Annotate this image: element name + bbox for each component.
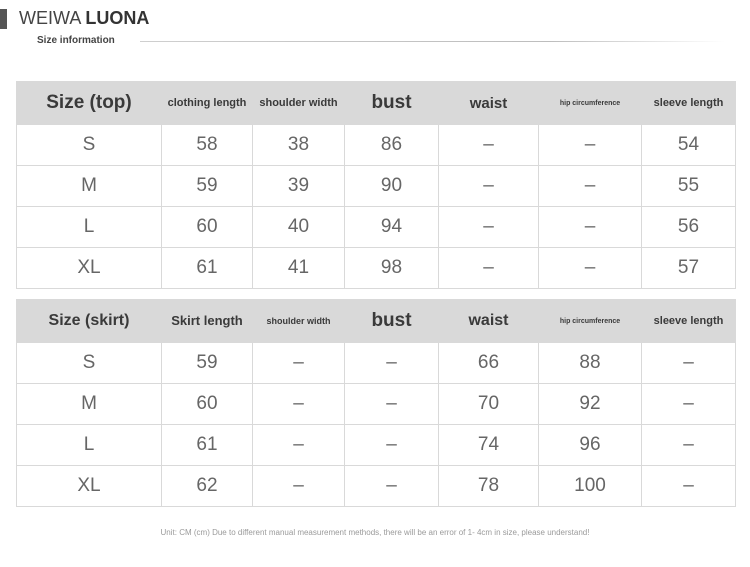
table-row	[17, 125, 736, 166]
cell-size: M	[17, 166, 162, 207]
header-hip: hip circumference	[539, 300, 642, 343]
cell-size: L	[17, 207, 162, 248]
cell-shoulder: –	[253, 425, 345, 466]
cell-shoulder: 40	[253, 207, 345, 248]
cell-waist: –	[439, 207, 539, 248]
table-header-row	[17, 300, 736, 343]
brand-light: WEIWA	[19, 8, 86, 28]
header-waist: waist	[439, 300, 539, 343]
cell-waist: –	[439, 166, 539, 207]
header-hip: hip circumference	[539, 82, 642, 125]
cell-shoulder: –	[253, 343, 345, 384]
cell-sleeve: 55	[642, 166, 736, 207]
table-row	[17, 425, 736, 466]
cell-bust: 86	[345, 125, 439, 166]
header-waist: waist	[439, 82, 539, 125]
measurement-note: Unit: CM (cm) Due to different manual measurement methods, there will be an error of 1- 4cm in size, please understand!	[160, 528, 590, 537]
cell-bust: 98	[345, 248, 439, 289]
cell-bust: 90	[345, 166, 439, 207]
cell-length: 59	[162, 343, 253, 384]
cell-sleeve: –	[642, 384, 736, 425]
cell-bust: –	[345, 343, 439, 384]
cell-shoulder: –	[253, 384, 345, 425]
table-row	[17, 248, 736, 289]
cell-shoulder: 38	[253, 125, 345, 166]
cell-hip: –	[539, 207, 642, 248]
cell-sleeve: 57	[642, 248, 736, 289]
table-row	[17, 207, 736, 248]
cell-bust: –	[345, 384, 439, 425]
brand-accent-bar	[0, 9, 7, 29]
header-sleeve-length: sleeve length	[642, 300, 736, 343]
section-subtitle: Size information	[37, 35, 115, 46]
header-bust: bust	[345, 82, 439, 125]
cell-hip: 88	[539, 343, 642, 384]
cell-hip: 96	[539, 425, 642, 466]
cell-bust: 94	[345, 207, 439, 248]
cell-hip: 92	[539, 384, 642, 425]
cell-length: 58	[162, 125, 253, 166]
cell-bust: –	[345, 425, 439, 466]
cell-hip: –	[539, 166, 642, 207]
cell-size: M	[17, 384, 162, 425]
table-row	[17, 384, 736, 425]
header-shoulder-width: shoulder width	[253, 300, 345, 343]
cell-sleeve: 56	[642, 207, 736, 248]
cell-size: XL	[17, 466, 162, 507]
cell-waist: –	[439, 125, 539, 166]
cell-bust: –	[345, 466, 439, 507]
cell-length: 61	[162, 425, 253, 466]
cell-length: 60	[162, 207, 253, 248]
cell-waist: 78	[439, 466, 539, 507]
header-sleeve-length: sleeve length	[642, 82, 736, 125]
cell-sleeve: 54	[642, 125, 736, 166]
table-row	[17, 166, 736, 207]
cell-sleeve: –	[642, 466, 736, 507]
cell-size: XL	[17, 248, 162, 289]
brand-logo	[19, 8, 149, 29]
header-shoulder-width: shoulder width	[253, 82, 345, 125]
cell-waist: –	[439, 248, 539, 289]
table-row	[17, 343, 736, 384]
header-skirt-length: Skirt length	[162, 300, 253, 343]
cell-shoulder: –	[253, 466, 345, 507]
cell-hip: –	[539, 248, 642, 289]
cell-hip: –	[539, 125, 642, 166]
header-bust: bust	[345, 300, 439, 343]
header-size: Size (skirt)	[17, 300, 162, 343]
cell-waist: 66	[439, 343, 539, 384]
cell-size: L	[17, 425, 162, 466]
cell-waist: 70	[439, 384, 539, 425]
brand-bold: LUONA	[85, 8, 150, 28]
skirt-size-table	[16, 299, 736, 507]
header-divider	[140, 41, 725, 42]
cell-hip: 100	[539, 466, 642, 507]
cell-size: S	[17, 343, 162, 384]
cell-shoulder: 39	[253, 166, 345, 207]
cell-shoulder: 41	[253, 248, 345, 289]
top-size-table	[16, 81, 736, 289]
header-size: Size (top)	[17, 82, 162, 125]
cell-length: 61	[162, 248, 253, 289]
cell-waist: 74	[439, 425, 539, 466]
header-clothing-length: clothing length	[162, 82, 253, 125]
table-header-row	[17, 82, 736, 125]
cell-sleeve: –	[642, 343, 736, 384]
cell-size: S	[17, 125, 162, 166]
cell-length: 62	[162, 466, 253, 507]
cell-sleeve: –	[642, 425, 736, 466]
table-row	[17, 466, 736, 507]
cell-length: 60	[162, 384, 253, 425]
cell-length: 59	[162, 166, 253, 207]
